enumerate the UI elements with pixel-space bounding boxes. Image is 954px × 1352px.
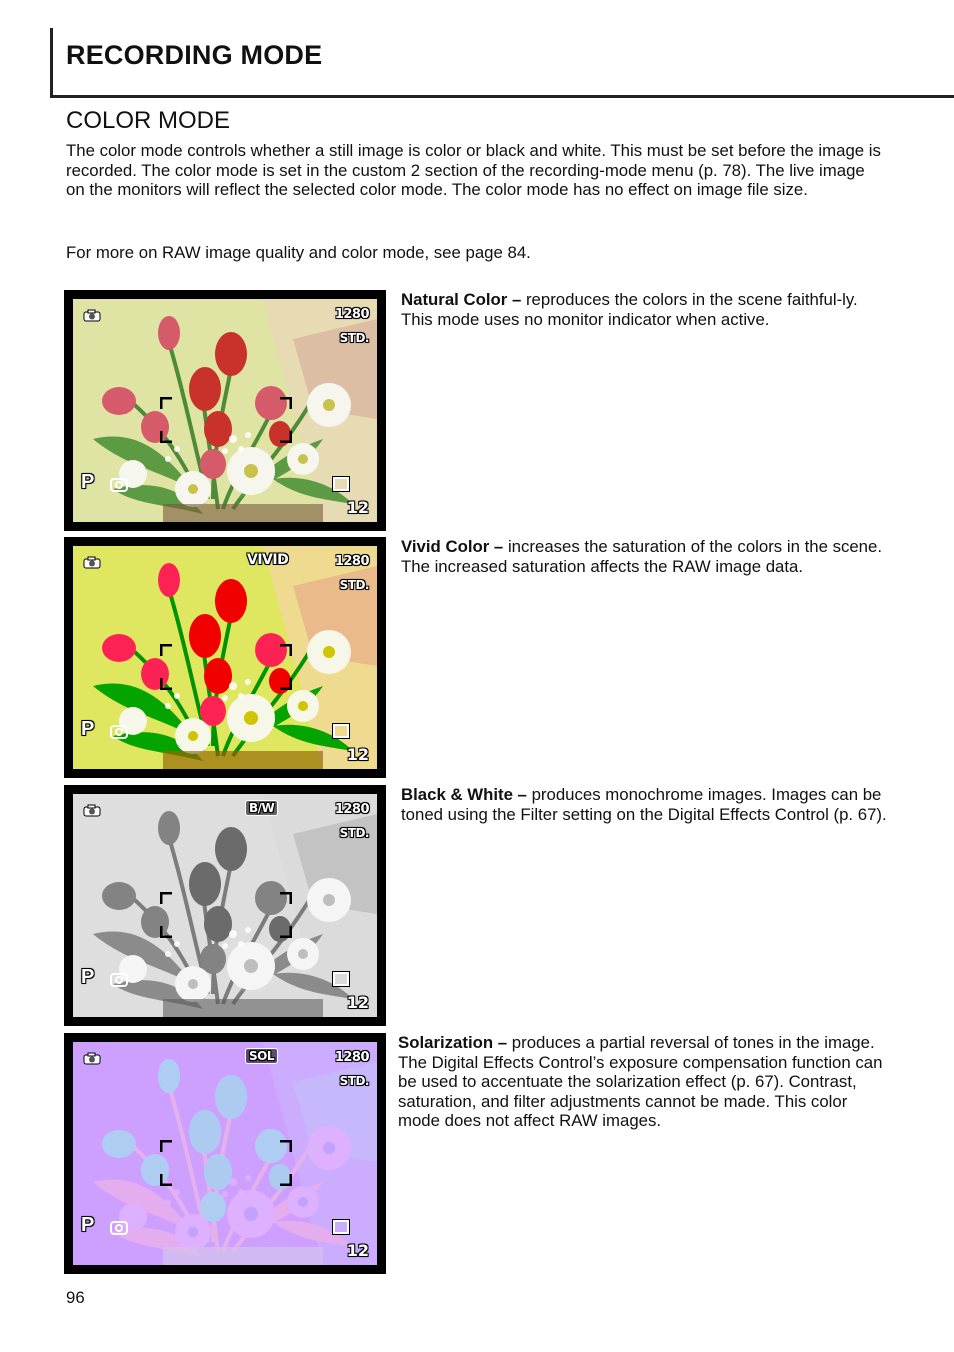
mode-text: increases the saturation of the colors in the scene. The increased saturation affects the RAW image data. [401, 537, 883, 576]
mode-term: Solarization – [398, 1033, 508, 1052]
color-mode-indicator: SOL [245, 1048, 278, 1064]
drive-mode-icon [333, 1220, 349, 1234]
image-size-indicator: 1280 [334, 307, 369, 322]
mode-text: reproduces the colors in the scene faithful-ly. This mode uses no monitor indicator when active. [401, 290, 858, 329]
camera-icon [83, 309, 101, 322]
camera-icon [83, 804, 101, 817]
drive-mode-icon [333, 972, 349, 986]
metering-icon [110, 1221, 128, 1235]
monitor-vivid-color [64, 537, 386, 778]
monitor-solarization [64, 1033, 386, 1274]
af-frame-icon [160, 892, 292, 938]
metering-icon [110, 478, 128, 492]
mode-description-vivid [401, 537, 888, 576]
image-size-indicator: 1280 [334, 802, 369, 817]
drive-mode-icon [333, 477, 349, 491]
mode-term: Vivid Color – [401, 537, 504, 556]
header-rule-horizontal [50, 95, 954, 98]
page-header-title: RECORDING MODE [66, 40, 323, 70]
mode-term: Natural Color – [401, 290, 522, 309]
see-more-note: For more on RAW image quality and color mode, see page 84. [66, 243, 531, 262]
exposure-mode-indicator: P [81, 471, 95, 493]
metering-icon [110, 973, 128, 987]
mode-term: Black & White – [401, 785, 527, 804]
exposure-mode-indicator: P [81, 1214, 95, 1236]
af-frame-icon [160, 644, 292, 690]
section-title: COLOR MODE [66, 107, 231, 134]
metering-icon [110, 725, 128, 739]
camera-icon [83, 556, 101, 569]
exposure-mode-indicator: P [81, 718, 95, 740]
color-mode-indicator: VIVID [247, 552, 289, 568]
image-size-indicator: 1280 [334, 1050, 369, 1065]
mode-description-solarization [398, 1033, 885, 1131]
quality-indicator: STD. [339, 1074, 369, 1088]
af-frame-icon [160, 1140, 292, 1186]
color-mode-indicator: B/W [245, 800, 278, 816]
mode-text: produces a partial reversal of tones in the image. The Digital Effects Control’s exposure compensation function can be used to accentuate the solarization effect (p. 67). Contrast, saturation, and filter adjustments cannot be made. This color mode does not affect RAW images. [398, 1033, 883, 1131]
mode-text: produces monochrome images. Images can be toned using the Filter setting on the Digital Effects Control (p. 67). [401, 785, 887, 824]
quality-indicator: STD. [339, 826, 369, 840]
exposure-mode-indicator: P [81, 966, 95, 988]
frame-counter: 12 [346, 1241, 369, 1260]
drive-mode-icon [333, 724, 349, 738]
mode-description-black-white [401, 785, 888, 824]
camera-icon [83, 1052, 101, 1065]
quality-indicator: STD. [339, 578, 369, 592]
intro-paragraph: The color mode controls whether a still image is color or black and white. This must be set before the image is recorded. The color mode is set in the custom 2 section of the recording-mode menu (p. 78). The live image on the monitors will reflect the selected color mode. The color mode has no effect on image file size. [66, 141, 881, 200]
frame-counter: 12 [346, 745, 369, 764]
frame-counter: 12 [346, 993, 369, 1012]
page-number: 96 [66, 1288, 85, 1307]
af-frame-icon [160, 397, 292, 443]
image-size-indicator: 1280 [334, 554, 369, 569]
header-rule-vertical [50, 28, 53, 98]
frame-counter: 12 [346, 498, 369, 517]
mode-description-natural [401, 290, 888, 329]
monitor-natural-color [64, 290, 386, 531]
monitor-black-white [64, 785, 386, 1026]
quality-indicator: STD. [339, 331, 369, 345]
